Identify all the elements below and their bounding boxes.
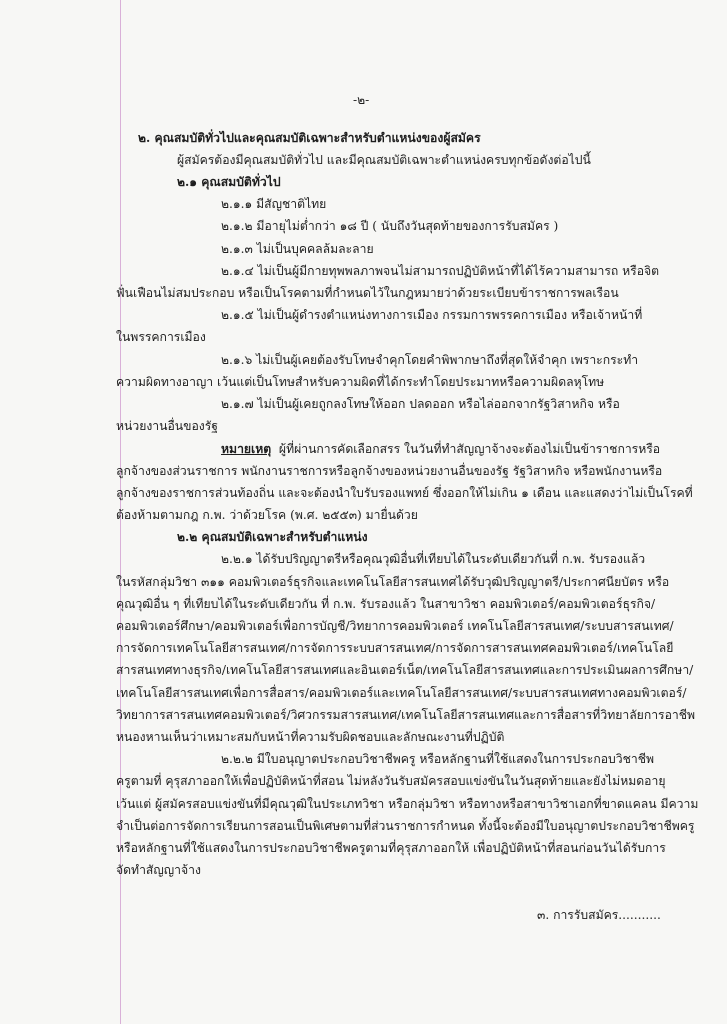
next-section-footer: ๓. การรับสมัคร........... (537, 908, 661, 922)
specific-item-2-line-4: จำเป็นต่อการจัดการเรียนการสอนเป็นพิเศษตามที่ส่วนราชการกำหนด ทั้งนี้จะต้องมีใบอนุญาตประกอบวิชาชีพครู (116, 819, 695, 833)
specific-item-1-line-9: หนองหานเห็นว่าเหมาะสมกับหน้าที่ความรับผิดชอบและลักษณะงานที่ปฏิบัติ (116, 730, 505, 744)
general-item-7-line-2: หน่วยงานอื่นของรัฐ (116, 419, 218, 433)
note-line-1 (221, 441, 660, 457)
note-line-4: ต้องห้ามตามกฎ ก.พ. ว่าด้วยโรค (พ.ศ. ๒๕๕๓) มายื่นด้วย (116, 508, 418, 522)
general-item-6-line-1: ๒.๑.๖ ไม่เป็นผู้เคยต้องรับโทษจำคุกโดยคำพิพากษาถึงที่สุดให้จำคุก เพราะกระทำ (221, 353, 639, 367)
general-item-6-line-2: ความผิดทางอาญา เว้นแต่เป็นโทษสำหรับความผิดที่ได้กระทำโดยประมาทหรือความผิดลหุโทษ (116, 375, 605, 389)
specific-heading: ๒.๒ คุณสมบัติเฉพาะสำหรับตำแหน่ง (177, 530, 368, 544)
specific-item-1-line-8: วิทยาการสารสนเทศคอมพิวเตอร์/วิศวกรรมสารสนเทศ/เทคโนโลยีสารสนเทศและการสื่อสารที่วิทยาลัยการอาชีพ (116, 708, 696, 722)
note-line-2: ลูกจ้างของส่วนราชการ พนักงานราชการหรือลูกจ้างของหน่วยงานอื่นของรัฐ รัฐวิสาหกิจ หรือพนักงานหรือ (116, 464, 663, 478)
page-number: -๒- (353, 93, 370, 107)
general-item-2: ๒.๑.๒ มีอายุไม่ต่ำกว่า ๑๘ ปี ( นับถึงวันสุดท้ายของการรับสมัคร ) (221, 219, 559, 233)
general-item-7-line-1: ๒.๑.๗ ไม่เป็นผู้เคยถูกลงโทษให้ออก ปลดออก หรือไล่ออกจากรัฐวิสาหกิจ หรือ (221, 397, 620, 411)
general-item-5-line-1: ๒.๑.๕ ไม่เป็นผู้ดำรงตำแหน่งทางการเมือง กรรมการพรรคการเมือง หรือเจ้าหน้าที่ (221, 308, 643, 322)
general-item-4-line-2: ฟั่นเฟือนไม่สมประกอบ หรือเป็นโรคตามที่กำหนดไว้ในกฎหมายว่าด้วยระเบียบข้าราชการพลเรือน (116, 286, 619, 300)
section-intro: ผู้สมัครต้องมีคุณสมบัติทั่วไป และมีคุณสมบัติเฉพาะตำแหน่งครบทุกข้อดังต่อไปนี้ (177, 153, 591, 167)
specific-item-2-line-2: ครูตามที่ คุรุสภาออกให้เพื่อปฏิบัติหน้าที่สอน ไม่หลังวันรับสมัครสอบแข่งขันในวันสุดท้ายและยังไม่หมดอายุ (116, 774, 666, 788)
specific-item-2-line-3: เว้นแต่ ผู้สมัครสอบแข่งขันที่มีคุณวุฒิในประเภทวิชา หรือกลุ่มวิชา หรือทางหรือสาขาวิชาเอกที่ขาดแคลน มีความ (116, 797, 699, 811)
specific-item-2-line-1: ๒.๒.๒ มีใบอนุญาตประกอบวิชาชีพครู หรือหลักฐานที่ใช้แสดงในการประกอบวิชาชีพ (221, 752, 655, 766)
specific-item-1-line-5: การจัดการเทคโนโลยีสารสนเทศ/การจัดการระบบสารสนเทศ/การจัดการสารสนเทศคอมพิวเตอร์/เทคโนโลยี (116, 641, 674, 655)
general-item-4-line-1: ๒.๑.๔ ไม่เป็นผู้มีกายทุพพลภาพจนไม่สามารถปฏิบัติหน้าที่ได้ไร้ความสามารถ หรือจิต (221, 264, 660, 278)
specific-item-1-line-6: สารสนเทศทางธุรกิจ/เทคโนโลยีสารสนเทศและอินเตอร์เน็ต/เทคโนโลยีสารสนเทศและการประเมินผลการศึกษา/ (116, 663, 694, 677)
specific-item-1-line-2: ในรหัสกลุ่มวิชา ๓๑๑ คอมพิวเตอร์ธุรกิจและเทคโนโลยีสารสนเทศได้รับวุฒิปริญญาตรี/ประกาศนียบัตร หรือ (116, 575, 670, 589)
general-heading: ๒.๑ คุณสมบัติทั่วไป (177, 175, 281, 189)
general-item-3: ๒.๑.๓ ไม่เป็นบุคคลล้มละลาย (221, 242, 374, 256)
general-item-5-line-2: ในพรรคการเมือง (116, 330, 206, 344)
specific-item-1-line-4: คอมพิวเตอร์ศึกษา/คอมพิวเตอร์เพื่อการบัญชี/วิทยาการคอมพิวเตอร์ เทคโนโลยีสารสนเทศ/ระบบสารสนเทศ/ (116, 619, 674, 633)
specific-item-1-line-7: เทคโนโลยีสารสนเทศเพื่อการสื่อสาร/คอมพิวเตอร์และเทคโนโลยีสารสนเทศ/ระบบสารสนเทศทางคอมพิวเตอร์/ (116, 686, 687, 700)
specific-item-2-line-5: หรือหลักฐานที่ใช้แสดงในการประกอบวิชาชีพครูตามที่คุรุสภาออกให้ เพื่อปฏิบัติหน้าที่สอนก่อนวันได้รับการ (116, 841, 666, 855)
specific-item-2-line-6: จัดทำสัญญาจ้าง (116, 863, 201, 877)
specific-item-1-line-3: คุณวุฒิอื่น ๆ ที่เทียบได้ในระดับเดียวกัน ที่ ก.พ. รับรองแล้ว ในสาขาวิชา คอมพิวเตอร์/คอมพิวเตอร์ธุรกิจ/ (116, 597, 656, 611)
note-text-1: ผู้ที่ผ่านการคัดเลือกสรร ในวันที่ทำสัญญาจ้างจะต้องไม่เป็นข้าราชการหรือ (278, 442, 661, 456)
note-label: หมายเหตุ (221, 442, 272, 456)
general-item-1: ๒.๑.๑ มีสัญชาติไทย (221, 197, 327, 211)
note-line-3: ลูกจ้างของราชการส่วนท้องถิ่น และจะต้องนำใบรับรองแพทย์ ซึ่งออกให้ไม่เกิน ๑ เดือน และแสดงว่าไม่เป็นโรคที่ (116, 486, 693, 500)
section-heading: ๒. คุณสมบัติทั่วไปและคุณสมบัติเฉพาะสำหรับตำแหน่งของผู้สมัคร (138, 131, 481, 145)
specific-item-1-line-1: ๒.๒.๑ ได้รับปริญญาตรีหรือคุณวุฒิอื่นที่เทียบได้ในระดับเดียวกันที่ ก.พ. รับรองแล้ว (221, 552, 646, 566)
